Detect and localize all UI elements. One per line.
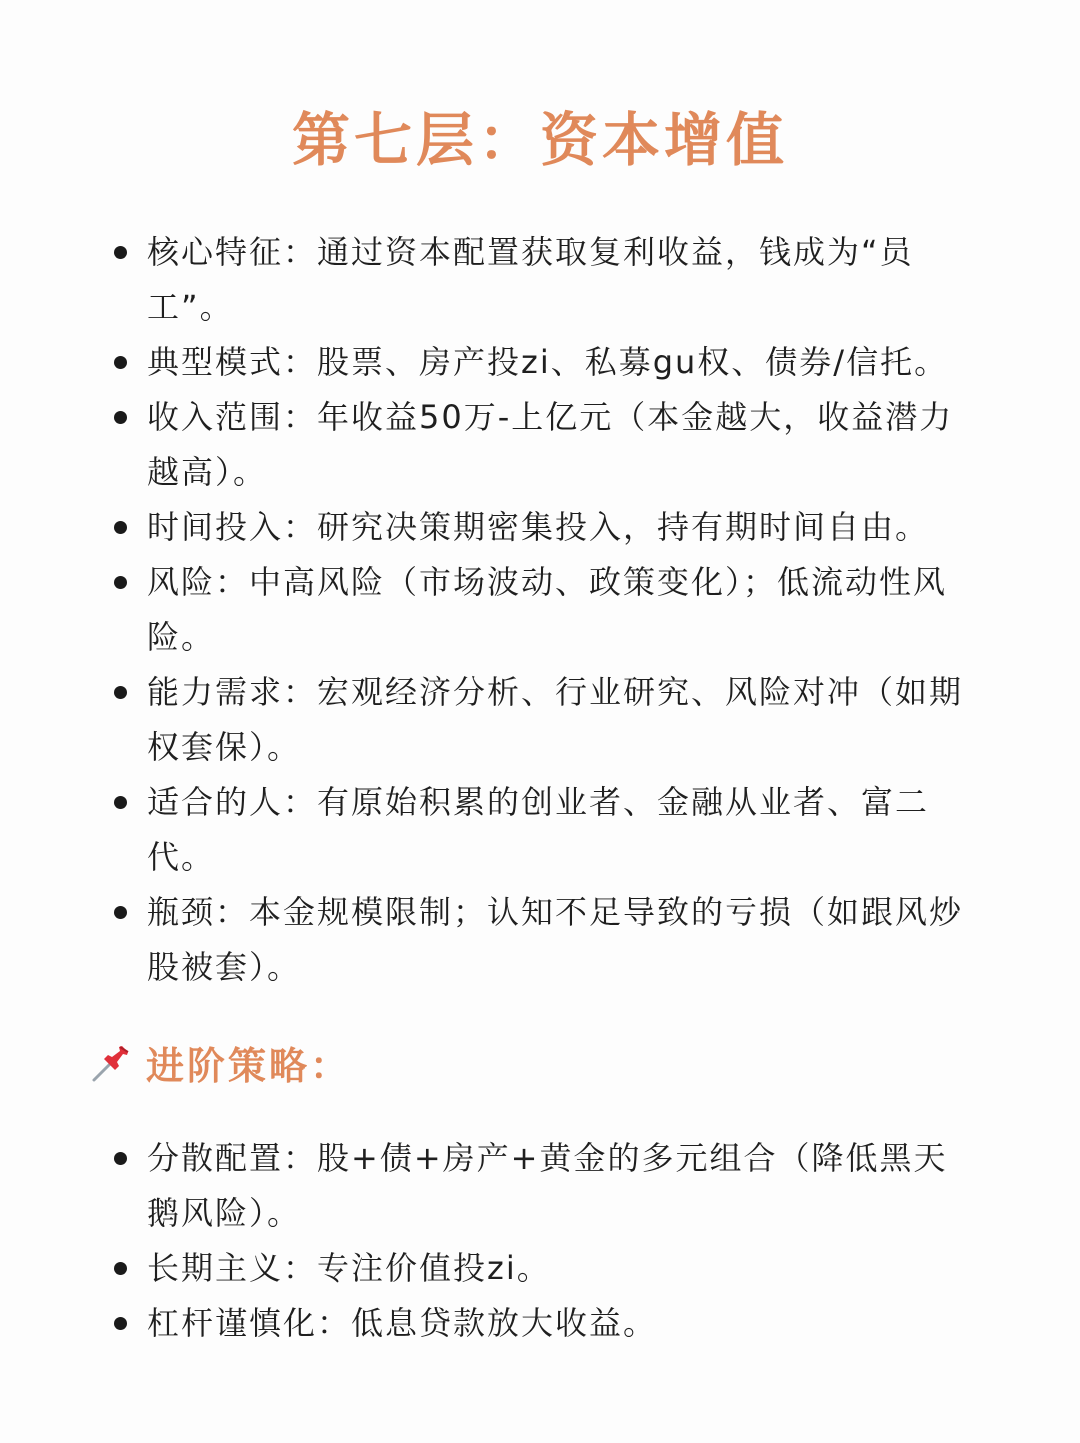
bullet-icon — [114, 411, 127, 424]
item-text: 宏观经济分析、行业研究、风险对冲（如期权套保）。 — [147, 673, 964, 766]
list-item-diversify — [110, 1131, 980, 1241]
strategy-list — [110, 1131, 980, 1351]
item-label: 风险： — [147, 563, 250, 601]
item-label: 瓶颈： — [147, 893, 250, 931]
strategy-heading — [90, 1032, 351, 1092]
item-text: 本金规模限制；认知不足导致的亏损（如跟风炒股被套）。 — [147, 893, 964, 986]
item-label: 适合的人： — [147, 783, 318, 821]
item-text: 研究决策期密集投入，持有期时间自由。 — [317, 508, 930, 546]
item-label: 杠杆谨慎化： — [147, 1304, 352, 1342]
list-item-risk — [110, 555, 980, 665]
item-text: 通过资本配置获取复利收益，钱成为“员工”。 — [147, 233, 914, 326]
bullet-icon — [114, 906, 127, 919]
bullet-icon — [114, 796, 127, 809]
item-label: 长期主义： — [147, 1249, 318, 1287]
item-label: 核心特征： — [147, 233, 318, 271]
list-item-skill-needs — [110, 665, 980, 775]
page-title: 第七层：资本增值 — [291, 106, 788, 174]
bullet-icon — [114, 356, 127, 369]
bullet-icon — [114, 1262, 127, 1275]
item-label: 典型模式： — [147, 343, 318, 381]
bullet-icon — [114, 1152, 127, 1165]
list-item-bottleneck — [110, 885, 980, 995]
list-item-typical-mode — [110, 335, 980, 390]
item-text: 有原始积累的创业者、金融从业者、富二代。 — [147, 783, 930, 876]
list-item-core-feature — [110, 225, 980, 335]
item-label: 能力需求： — [147, 673, 318, 711]
strategy-title: 进阶策略： — [146, 1043, 352, 1088]
item-label: 收入范围： — [147, 398, 318, 436]
item-text: 股票、房产投zi、私募gu权、债券/信托。 — [317, 343, 949, 381]
list-item-leverage — [110, 1296, 980, 1351]
item-text: 专注价值投zi。 — [317, 1249, 551, 1287]
item-text: 中高风险（市场波动、政策变化）；低流动性风险。 — [147, 563, 948, 656]
item-label: 分散配置： — [147, 1139, 318, 1177]
list-item-suitable-people — [110, 775, 980, 885]
item-text: 低息贷款放大收益。 — [351, 1304, 658, 1342]
list-item-time-input — [110, 500, 980, 555]
feature-list — [110, 225, 980, 995]
bullet-icon — [114, 246, 127, 259]
list-item-long-term — [110, 1241, 980, 1296]
list-item-income-range — [110, 390, 980, 500]
pushpin-icon — [90, 1040, 134, 1084]
item-text: 年收益50万-上亿元（本金越大，收益潜力越高）。 — [147, 398, 954, 491]
bullet-icon — [114, 521, 127, 534]
bullet-icon — [114, 576, 127, 589]
item-label: 时间投入： — [147, 508, 318, 546]
bullet-icon — [114, 1317, 127, 1330]
bullet-icon — [114, 686, 127, 699]
item-text: 股+债+房产+黄金的多元组合（降低黑天鹅风险）。 — [147, 1139, 948, 1232]
